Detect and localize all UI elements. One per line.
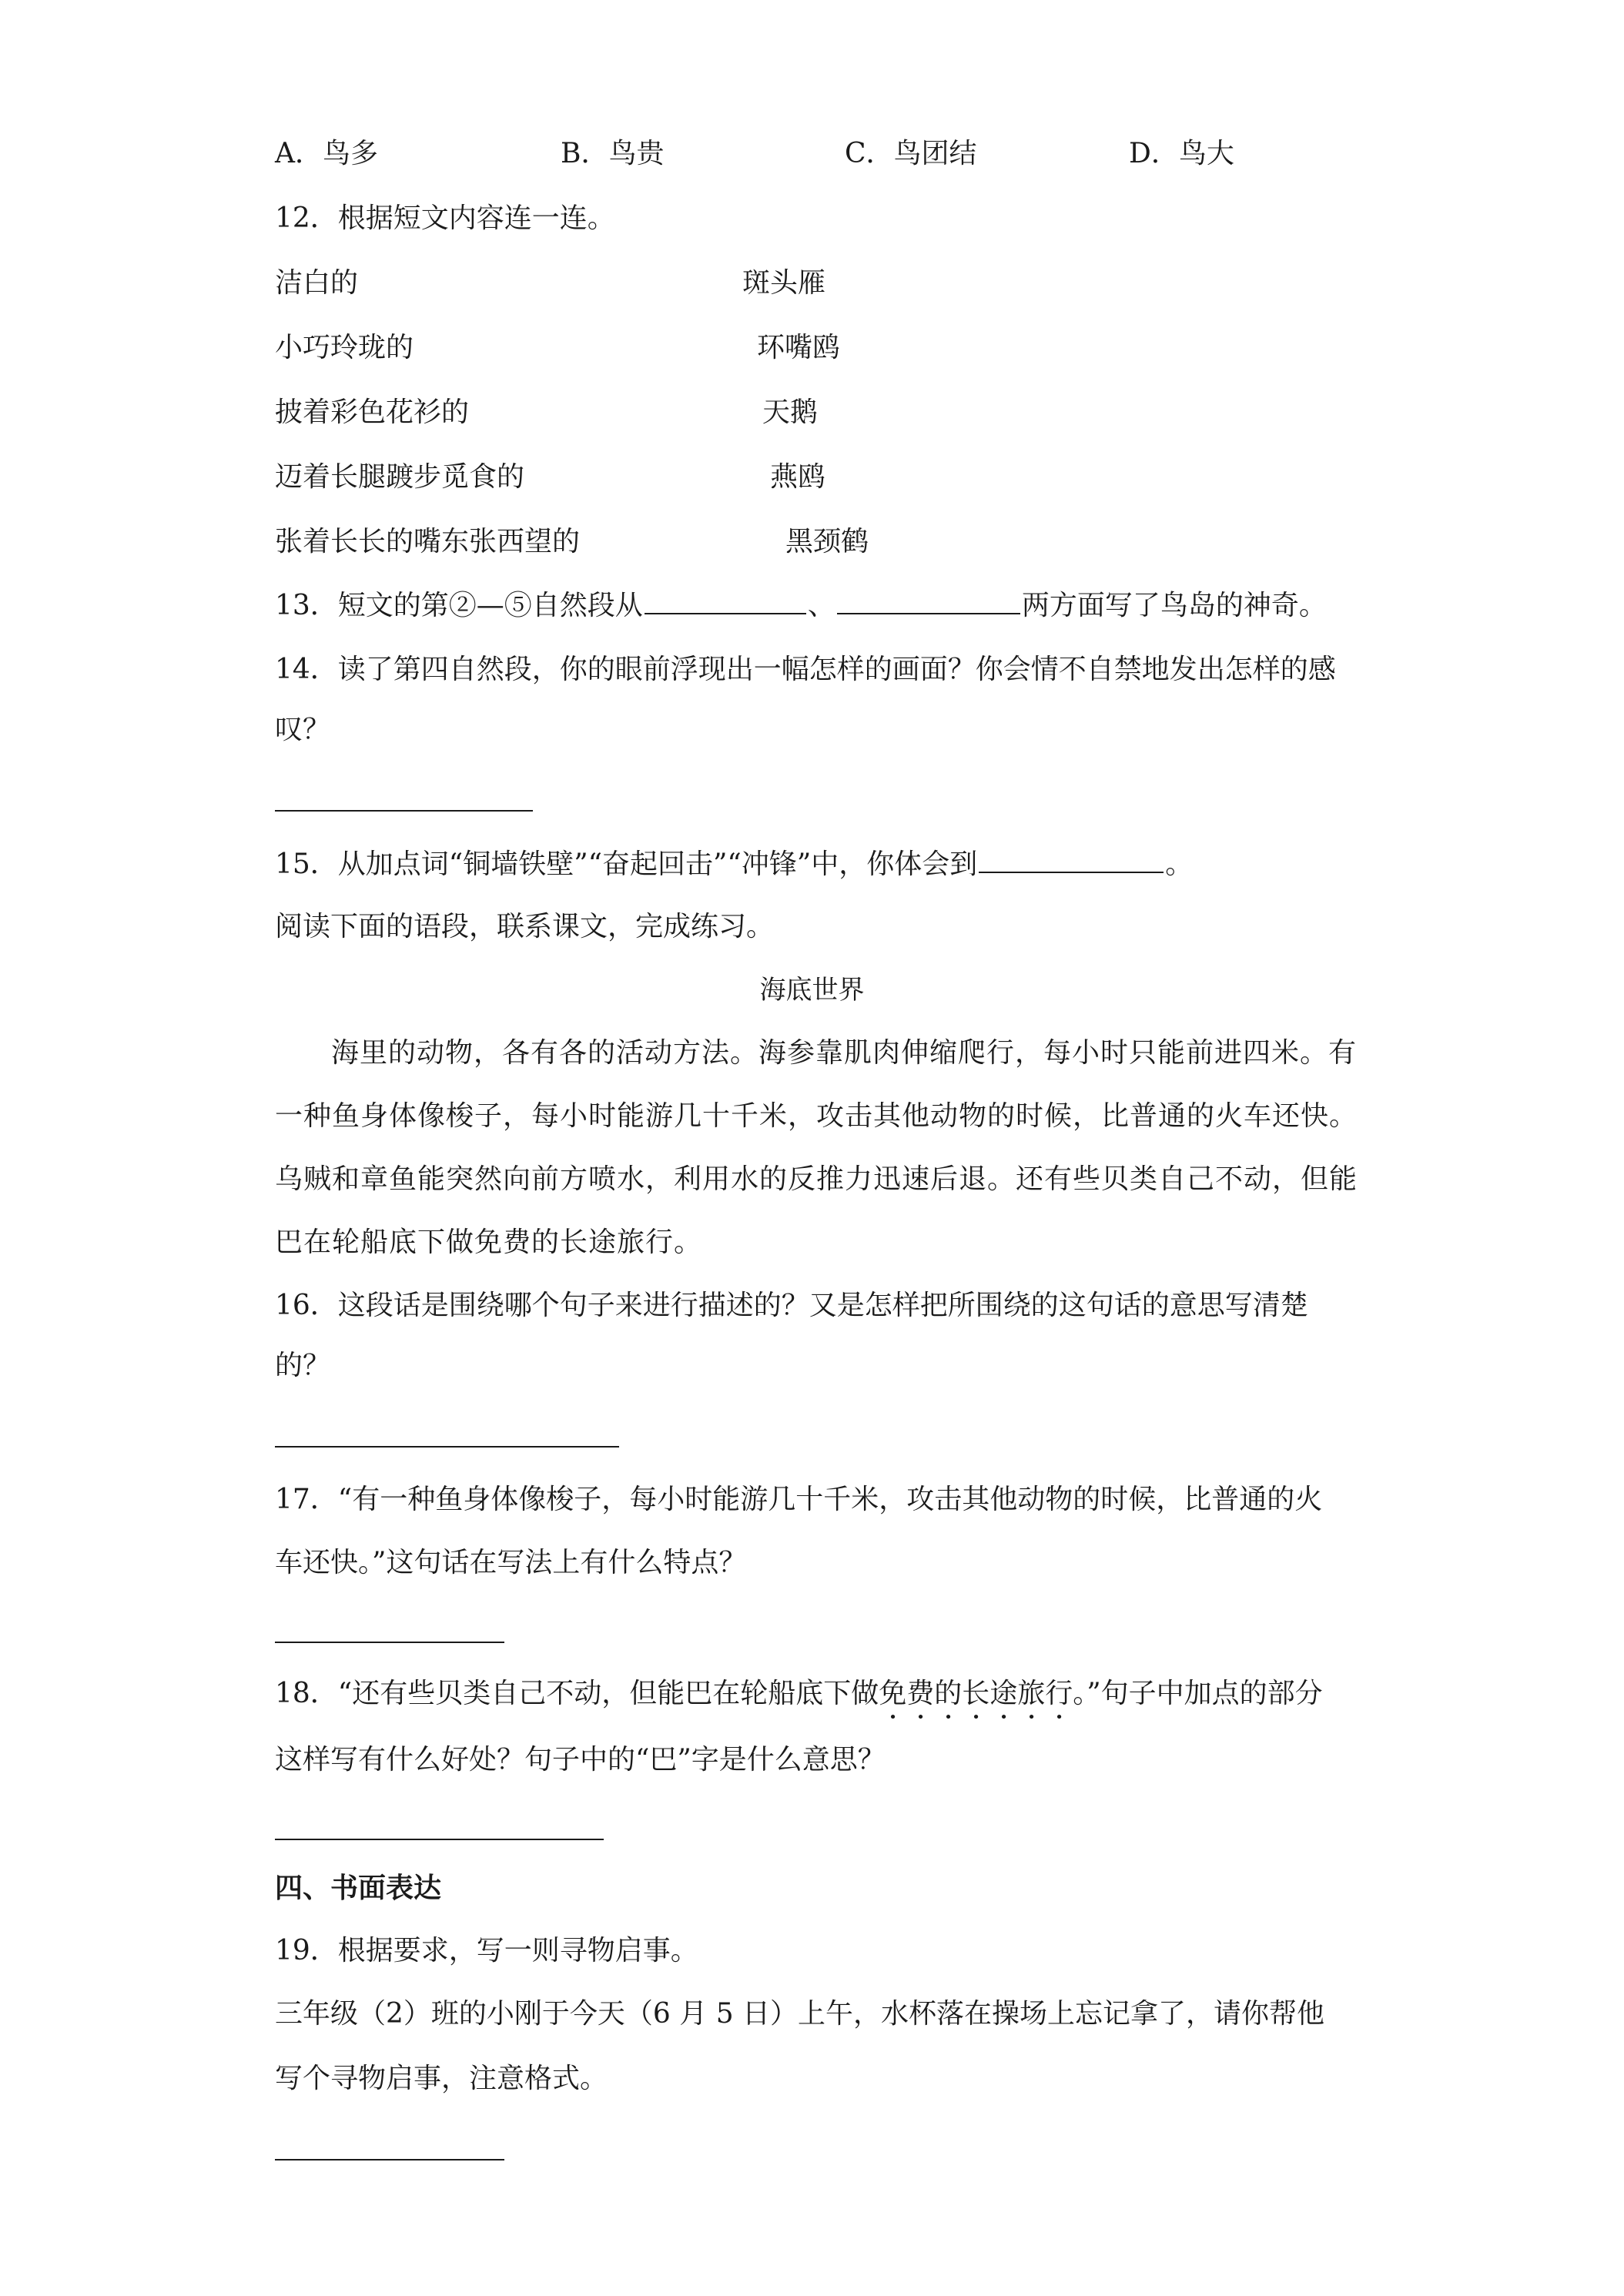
- passage-line: 乌贼和章鱼能突然向前方喷水，利用水的反推力迅速后退。还有些贝类自己不动，但能: [275, 1163, 1358, 1195]
- passage-line: 海里的动物，各有各的活动方法。海参靠肌肉伸缩爬行，每小时只能前进四米。有: [331, 1037, 1358, 1069]
- match-left-item: 迈着长腿踱步觅食的: [275, 461, 525, 493]
- q16-answer-line[interactable]: [275, 1446, 619, 1448]
- passage-title: 海底世界: [759, 975, 865, 1006]
- passage-line: 一种鱼身体像梭子，每小时能游几十千米，攻击其他动物的时候，比普通的火车还快。: [275, 1100, 1358, 1132]
- q14-answer-line[interactable]: [275, 810, 533, 812]
- q17-line-2: 车还快。”这句话在写法上有什么特点？: [275, 1547, 747, 1578]
- option-b: B．鸟贵: [561, 138, 665, 169]
- q15-prefix: 15．从加点词“铜墙铁壁”“奋起回击”“冲锋”中，你体会到: [275, 848, 978, 880]
- option-d: D．鸟大: [1129, 138, 1234, 169]
- match-right-item: 斑头雁: [742, 267, 826, 299]
- q19-answer-line[interactable]: [275, 2159, 504, 2160]
- section-heading: 四、书面表达: [275, 1872, 442, 1904]
- q15-blank[interactable]: [979, 845, 1164, 873]
- q17-line-1: 17．“有一种鱼身体像梭子，每小时能游几十千米，攻击其他动物的时候，比普通的火: [275, 1484, 1323, 1515]
- option-a: A．鸟多: [275, 138, 378, 169]
- q13-line: [275, 587, 1327, 624]
- q18-answer-line[interactable]: [275, 1839, 604, 1840]
- q13-blank-2[interactable]: [837, 587, 1020, 614]
- q19-line-2: 写个寻物启事，注意格式。: [275, 2063, 608, 2094]
- q18-line-2: 这样写有什么好处？句子中的“巴”字是什么意思？: [275, 1744, 886, 1776]
- match-right-item: 环嘴鸥: [757, 332, 841, 363]
- option-c: C．鸟团结: [845, 138, 977, 169]
- q12-stem: 12．根据短文内容连一连。: [275, 202, 615, 234]
- match-right-item: 燕鸥: [770, 461, 826, 493]
- q18-dotted-text: 免费的长途旅行: [879, 1678, 1073, 1709]
- q15-line: [275, 845, 1193, 883]
- match-left-item: 张着长长的嘴东张西望的: [275, 526, 581, 557]
- match-left-item: 小巧玲珑的: [275, 332, 414, 363]
- q16-line-2: 的？: [275, 1350, 331, 1381]
- q16-line-1: 16．这段话是围绕哪个句子来进行描述的？又是怎样把所围绕的这句话的意思写清楚: [275, 1290, 1308, 1321]
- q13-blank-1[interactable]: [645, 587, 806, 614]
- q14-line-2: 叹？: [275, 714, 331, 745]
- q17-answer-line[interactable]: [275, 1642, 504, 1643]
- q19-stem: 19．根据要求，写一则寻物启事。: [275, 1935, 698, 1966]
- q18-text-b: 。”句子中加点的部分: [1073, 1678, 1323, 1709]
- q19-line-1: 三年级（2）班的小刚于今天（6 月 5 日）上午，水杯落在操场上忘记拿了，请你帮他: [275, 1998, 1325, 2030]
- q13-suffix: 两方面写了鸟岛的神奇。: [1021, 590, 1327, 621]
- match-right-item: 黑颈鹤: [785, 526, 869, 557]
- match-left-item: 披着彩色花衫的: [275, 397, 470, 428]
- match-right-item: 天鹅: [762, 397, 819, 428]
- q13-sep: 、: [807, 590, 835, 621]
- q13-prefix: 13．短文的第②—⑤自然段从: [275, 590, 643, 621]
- match-left-item: 洁白的: [275, 267, 359, 299]
- passage-line: 巴在轮船底下做免费的长途旅行。: [275, 1227, 703, 1258]
- q18-text-a: 18．“还有些贝类自己不动，但能巴在轮船底下做: [275, 1678, 879, 1709]
- q14-line-1: 14．读了第四自然段，你的眼前浮现出一幅怎样的画面？你会情不自禁地发出怎样的感: [275, 654, 1336, 685]
- q15-suffix: 。: [1165, 848, 1194, 880]
- reading-intro: 阅读下面的语段，联系课文，完成练习。: [275, 911, 775, 942]
- q18-line-1: [275, 1675, 1323, 1725]
